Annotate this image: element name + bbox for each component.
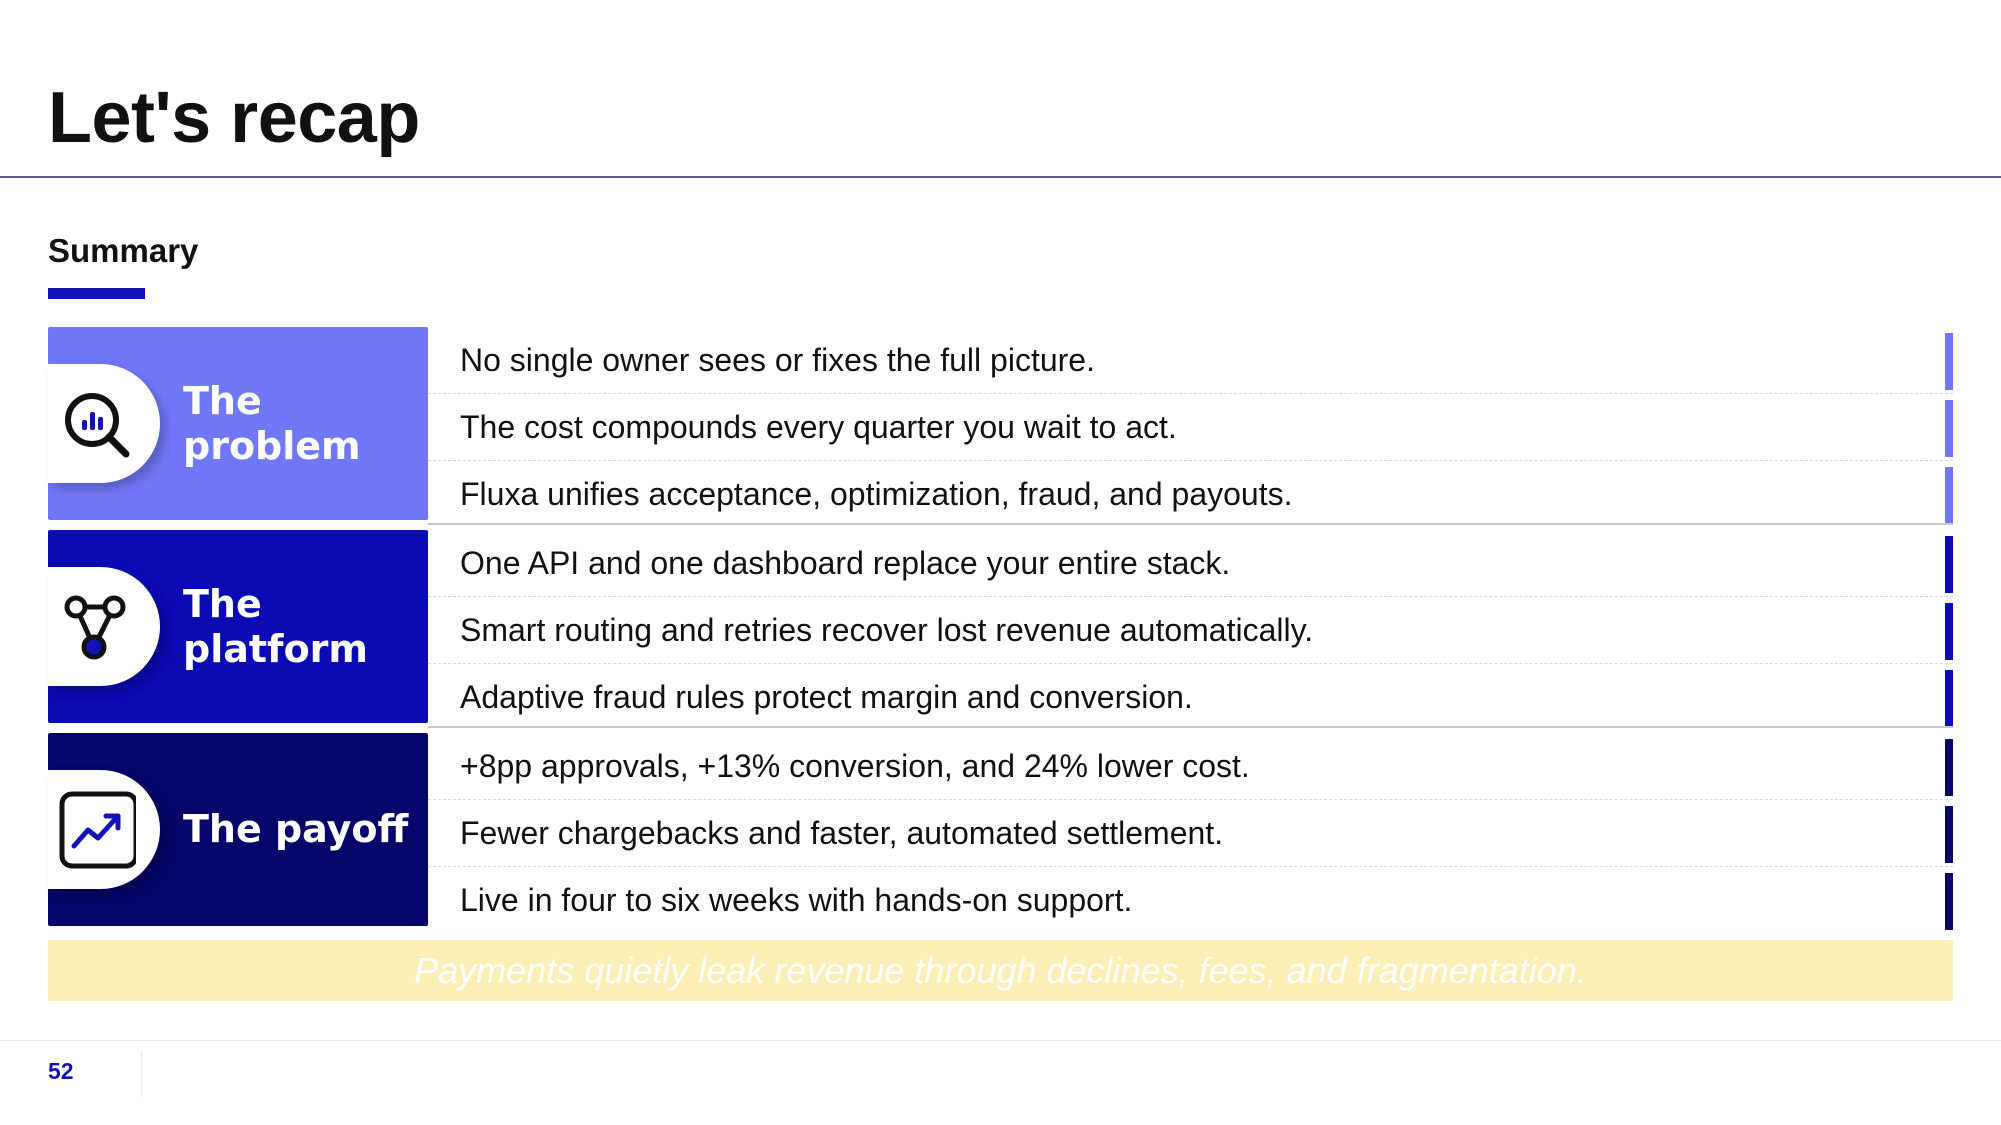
icon-tab [48, 770, 160, 889]
row-accent-bar [1945, 670, 1953, 727]
row-accent-bar [1945, 739, 1953, 796]
summary-group-platform [48, 530, 1953, 723]
row-text: Smart routing and retries recover lost revenue automatically. [460, 611, 1314, 648]
footer-separator [141, 1052, 142, 1098]
row-accent-bar [1945, 873, 1953, 930]
callout-banner [48, 940, 1953, 1001]
summary-row [428, 530, 1953, 597]
summary-group-payoff [48, 733, 1953, 926]
icon-tab [48, 567, 160, 686]
row-text: The cost compounds every quarter you wait to act. [460, 408, 1177, 445]
summary-row [428, 327, 1953, 394]
row-text: No single owner sees or fixes the full picture. [460, 341, 1095, 378]
row-text: Live in four to six weeks with hands-on support. [460, 882, 1133, 918]
row-text: Fewer chargebacks and faster, automated settlement. [460, 814, 1224, 851]
group-label: The platform [183, 581, 369, 671]
row-accent-bar [1945, 536, 1953, 593]
row-list [428, 327, 1953, 520]
summary-row [428, 733, 1953, 800]
summary-row [428, 800, 1953, 867]
summary-row [428, 394, 1953, 461]
page-number: 52 [48, 1058, 74, 1084]
title-divider [0, 176, 2001, 178]
icon-tab [48, 364, 160, 483]
group-label: The payoff [183, 807, 409, 851]
group-divider [428, 523, 1953, 525]
group-panel [48, 530, 428, 723]
summary-row [428, 664, 1953, 731]
row-text: Fluxa unifies acceptance, optimization, fraud, and payouts. [460, 476, 1293, 512]
row-text: One API and one dashboard replace your entire stack. [460, 544, 1231, 581]
group-label: The problem [183, 378, 361, 468]
trend-up-icon [56, 790, 136, 870]
footer-divider [0, 1040, 2001, 1041]
summary-group-problem [48, 327, 1953, 520]
magnifier-chart-icon [56, 384, 136, 464]
callout-text: Payments quietly leak revenue through declines, fees, and fragmentation. [414, 949, 1587, 991]
row-accent-bar [1945, 400, 1953, 457]
section-underline [48, 288, 145, 299]
summary-row [428, 597, 1953, 664]
row-list [428, 733, 1953, 926]
group-panel [48, 733, 428, 926]
row-text: +8pp approvals, +13% conversion, and 24% lower cost. [460, 747, 1250, 784]
group-panel [48, 327, 428, 520]
section-label: Summary [48, 232, 199, 269]
row-accent-bar [1945, 333, 1953, 390]
row-text: Adaptive fraud rules protect margin and conversion. [460, 679, 1193, 715]
network-nodes-icon [56, 587, 136, 667]
summary-row [428, 867, 1953, 934]
slide-title: Let's recap [48, 78, 420, 158]
row-accent-bar [1945, 467, 1953, 524]
row-accent-bar [1945, 603, 1953, 660]
row-accent-bar [1945, 806, 1953, 863]
group-divider [428, 726, 1953, 728]
row-list [428, 530, 1953, 723]
summary-row [428, 461, 1953, 528]
